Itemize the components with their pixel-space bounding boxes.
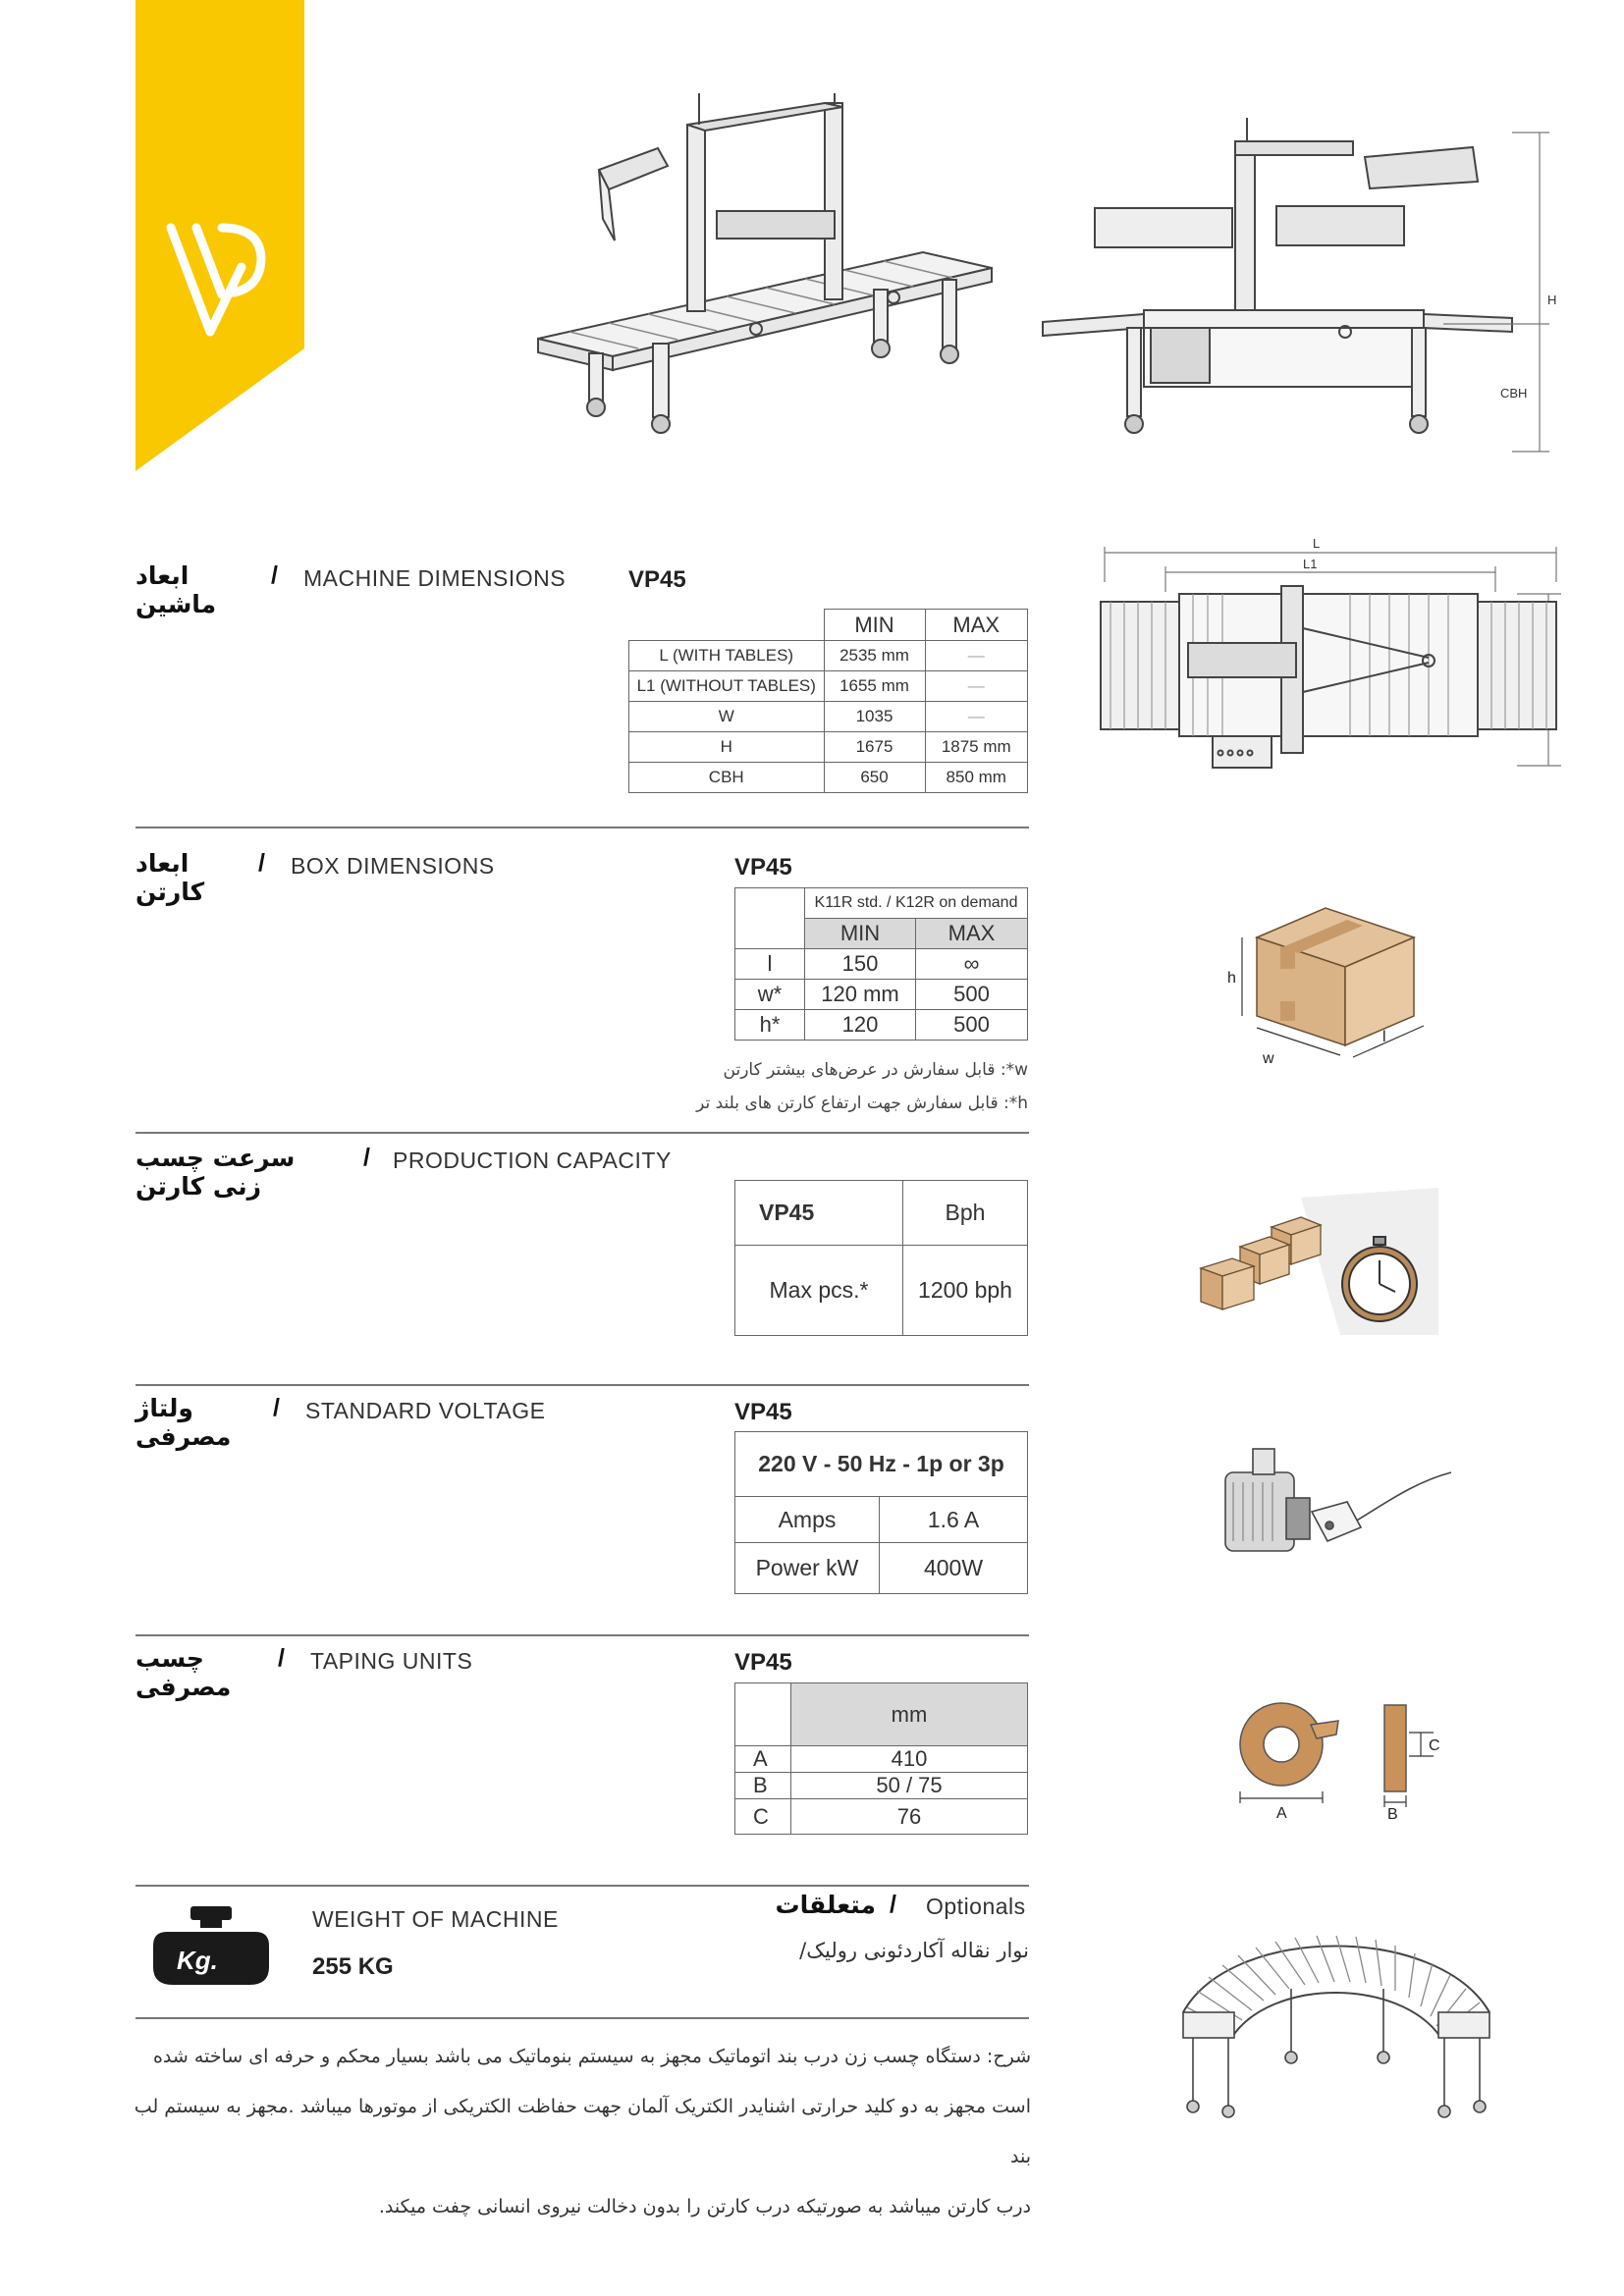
box-dim-w-label: w — [1263, 1050, 1274, 1065]
brand-banner — [135, 0, 304, 471]
taping-unit: mm — [791, 1683, 1028, 1746]
machine-top-view-drawing — [1095, 535, 1566, 771]
row-min: 650 — [824, 763, 925, 793]
header-max: MAX — [925, 610, 1028, 641]
weight-icon — [147, 1902, 275, 1987]
row-min: 1655 mm — [824, 671, 925, 702]
title-separator: / — [258, 849, 265, 877]
table-row — [629, 671, 1028, 702]
weight-icon-text: Kg. — [177, 1946, 218, 1975]
capacity-illustration — [1193, 1188, 1448, 1335]
section-divider — [135, 1132, 1029, 1134]
row-max: 500 — [916, 980, 1028, 1010]
row-label: Amps — [735, 1497, 880, 1543]
row-label: l — [735, 949, 805, 980]
dim-l1-label: L1 — [1303, 557, 1318, 571]
voltage-model: VP45 — [734, 1399, 792, 1425]
table-row — [735, 949, 1028, 980]
machine-title-en: MACHINE DIMENSIONS — [303, 565, 567, 591]
voltage-title-fa: ولتاژ مصرفی — [135, 1394, 232, 1451]
title-separator: / — [271, 561, 278, 589]
row-value: 1200 bph — [903, 1246, 1028, 1336]
row-value: 400W — [880, 1543, 1028, 1594]
tape-dim-a-label: A — [1276, 1805, 1287, 1821]
tape-dim-b-label: B — [1387, 1806, 1398, 1821]
table-row — [735, 1010, 1028, 1041]
section-divider — [135, 1885, 1029, 1887]
box-diagram — [1227, 898, 1453, 1065]
table-row — [629, 763, 1028, 793]
row-max: 1875 mm — [925, 732, 1028, 763]
capacity-title-fa: سرعت چسب زنی کارتن — [135, 1144, 296, 1201]
table-row — [629, 702, 1028, 732]
optionals-title-en: Optionals — [926, 1894, 1026, 1919]
row-max: — — [925, 702, 1028, 732]
box-model: VP45 — [734, 854, 792, 881]
row-value: 76 — [791, 1799, 1028, 1835]
table-row — [735, 980, 1028, 1010]
row-max: — — [925, 671, 1028, 702]
row-label: C — [735, 1799, 791, 1835]
voltage-table — [734, 1431, 1028, 1594]
header-min: MIN — [824, 610, 925, 641]
capacity-header-model: VP45 — [735, 1181, 903, 1246]
voltage-spec: 220 V - 50 Hz - 1p or 3p — [735, 1432, 1028, 1497]
taping-table — [734, 1682, 1028, 1835]
section-divider — [135, 2017, 1029, 2019]
row-value: 1.6 A — [880, 1497, 1028, 1543]
row-min: 1035 — [824, 702, 925, 732]
row-min: 150 — [805, 949, 916, 980]
row-min: 120 — [805, 1010, 916, 1041]
row-max: 500 — [916, 1010, 1028, 1041]
roller-conveyor-illustration — [1173, 1904, 1497, 2130]
row-max: — — [925, 641, 1028, 671]
box-dim-l-label: l — [1382, 1029, 1386, 1045]
row-label: A — [735, 1746, 791, 1773]
title-separator: / — [273, 1394, 280, 1421]
box-dimensions-table — [734, 887, 1028, 1041]
row-label: B — [735, 1773, 791, 1799]
machine-3d-drawing — [530, 93, 1001, 491]
taping-title-en: TAPING UNITS — [310, 1648, 473, 1674]
row-min: 1675 — [824, 732, 925, 763]
optionals-item: نوار نقاله آکاردئونی رولیک/ — [799, 1939, 1029, 1962]
header-min: MIN — [805, 919, 916, 949]
dim-cbh-label: CBH — [1500, 386, 1528, 400]
row-label: CBH — [629, 763, 825, 793]
taping-title-fa: چسب مصرفی — [135, 1644, 232, 1701]
motor-plug-illustration — [1218, 1443, 1453, 1580]
row-label: h* — [735, 1010, 805, 1041]
dim-h-label: H — [1547, 293, 1557, 307]
row-label: Max pcs.* — [735, 1246, 903, 1336]
section-divider — [135, 827, 1029, 828]
taping-model: VP45 — [734, 1649, 792, 1676]
capacity-title-en: PRODUCTION CAPACITY — [393, 1148, 672, 1173]
box-subheader: K11R std. / K12R on demand — [805, 888, 1028, 919]
row-max: 850 mm — [925, 763, 1028, 793]
description-line: شرح: دستگاه چسب زن درب بند اتوماتیک مجهز به سیستم بنوماتیک می باشد بسیار محکم و حرفه ای ساخته شده — [152, 2046, 1031, 2067]
row-max: ∞ — [916, 949, 1028, 980]
row-value: 410 — [791, 1746, 1028, 1773]
table-row — [735, 1746, 1028, 1773]
weight-value: 255 KG — [312, 1953, 394, 1980]
machine-side-drawing — [1041, 118, 1591, 461]
table-row — [735, 1246, 1028, 1336]
row-label: H — [629, 732, 825, 763]
row-label: w* — [735, 980, 805, 1010]
description — [118, 2032, 1031, 2232]
box-title-fa: ابعاد کارتن — [135, 849, 205, 906]
box-note-h: h*: قابل سفارش جهت ارتفاع کارتن های بلند تر — [696, 1094, 1028, 1113]
row-value: 50 / 75 — [791, 1773, 1028, 1799]
table-row — [629, 732, 1028, 763]
dim-l-label: L — [1313, 536, 1321, 551]
optionals-title-fa: متعلقات — [775, 1891, 876, 1919]
table-row — [735, 1543, 1028, 1594]
machine-dimensions-table — [628, 609, 1028, 793]
description-line: درب کارتن میباشد به صورتیکه درب کارتن را بدون دخالت نیروی انسانی چفت میکند. — [378, 2196, 1031, 2217]
row-min: 120 mm — [805, 980, 916, 1010]
machine-model: VP45 — [628, 566, 686, 593]
tape-dim-c-label: C — [1429, 1737, 1440, 1754]
table-row — [629, 641, 1028, 671]
row-label: L (WITH TABLES) — [629, 641, 825, 671]
machine-title-fa: ابعاد ماشین — [135, 561, 217, 618]
table-row — [735, 1497, 1028, 1543]
title-separator: / — [890, 1891, 896, 1918]
tape-roll-diagram — [1232, 1693, 1448, 1821]
voltage-title-en: STANDARD VOLTAGE — [305, 1398, 546, 1423]
box-note-w: w*: قابل سفارش در عرض‌های بیشتر کارتن — [723, 1060, 1028, 1080]
weight-label: WEIGHT OF MACHINE — [312, 1906, 559, 1932]
box-title-en: BOX DIMENSIONS — [291, 853, 495, 879]
capacity-header-unit: Bph — [903, 1181, 1028, 1246]
header-max: MAX — [916, 919, 1028, 949]
title-separator: / — [363, 1144, 370, 1171]
table-row — [735, 1773, 1028, 1799]
description-line: است مجهز به دو کلید حرارتی اشنایدر الکتریک آلمان جهت حفاظت الکتریکی از موتورها میباشد .مجهز به سیستم لب بند — [134, 2096, 1031, 2167]
row-label: W — [629, 702, 825, 732]
section-divider — [135, 1384, 1029, 1386]
capacity-table — [734, 1180, 1028, 1336]
box-dim-h-label: h — [1227, 970, 1236, 987]
table-row — [735, 1799, 1028, 1835]
row-label: L1 (WITHOUT TABLES) — [629, 671, 825, 702]
section-divider — [135, 1634, 1029, 1636]
title-separator: / — [278, 1644, 285, 1672]
row-label: Power kW — [735, 1543, 880, 1594]
row-min: 2535 mm — [824, 641, 925, 671]
